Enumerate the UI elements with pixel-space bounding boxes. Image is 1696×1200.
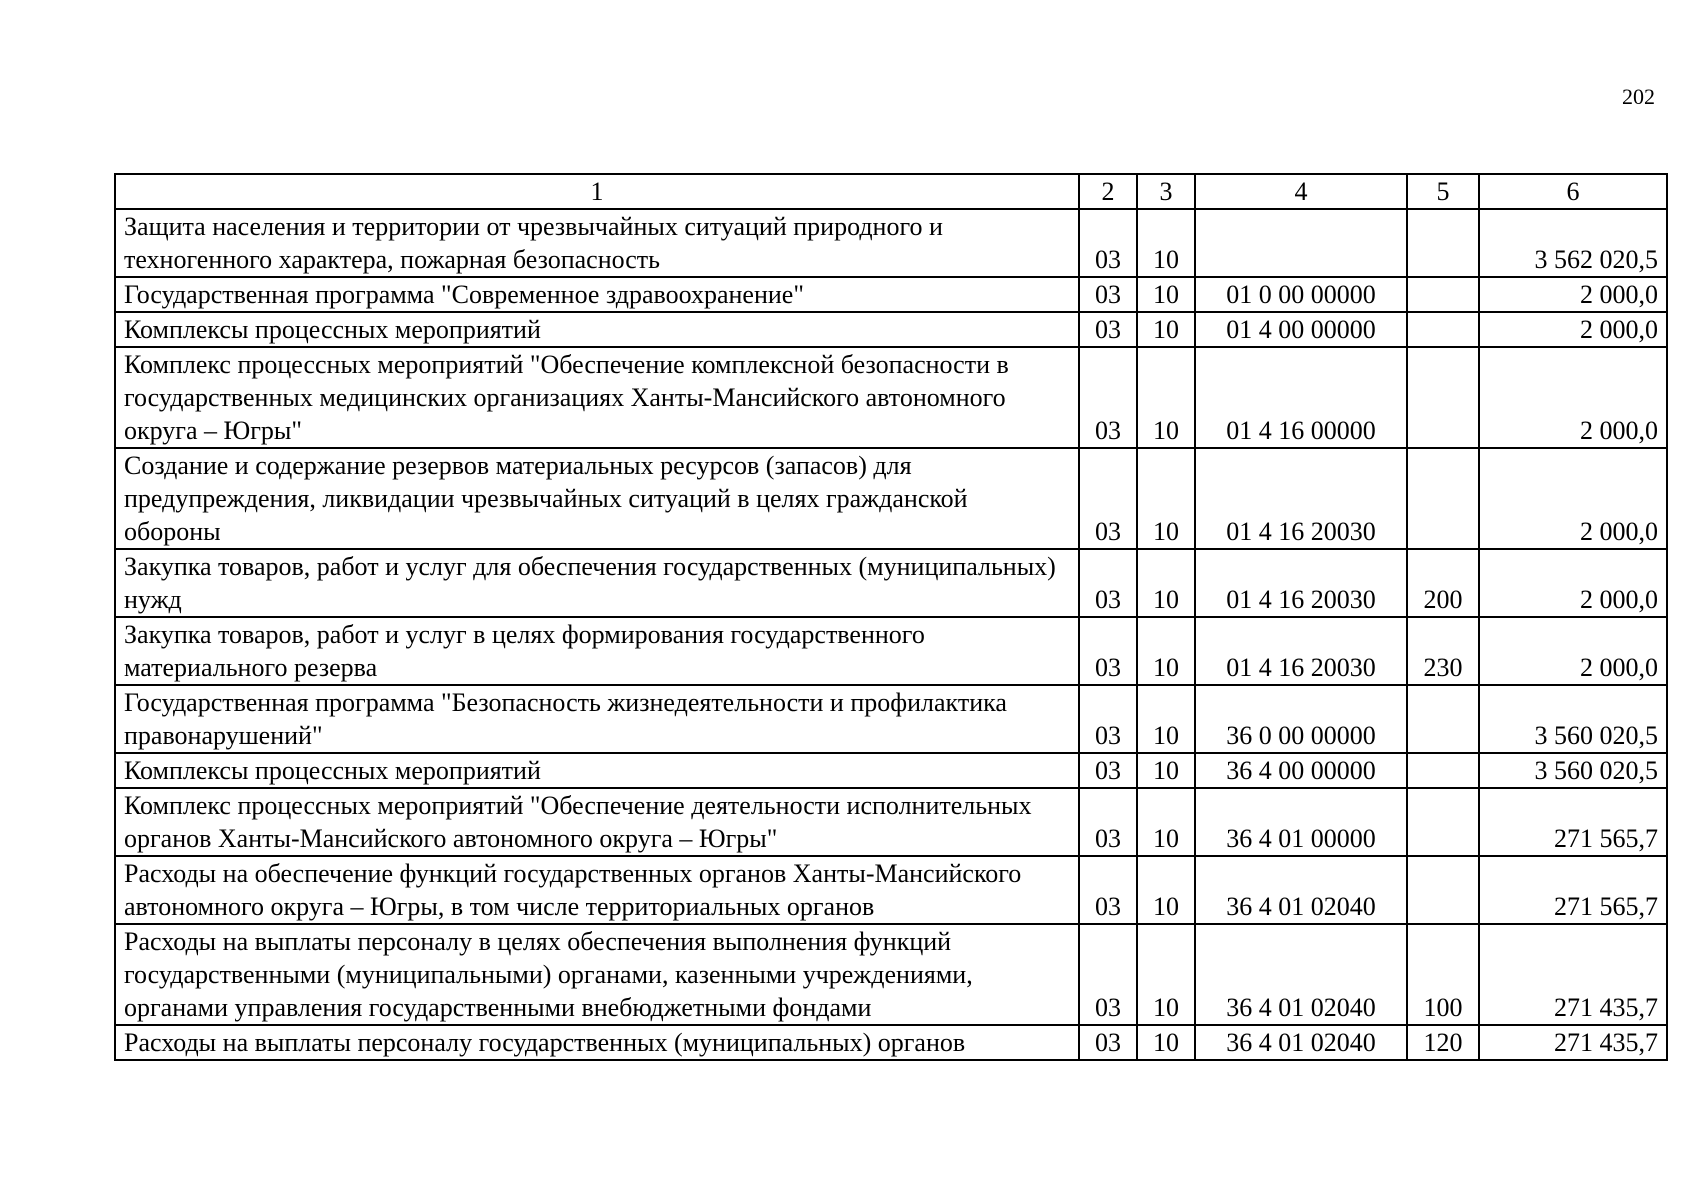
- table-row: [115, 448, 1667, 549]
- table-row: [115, 685, 1667, 753]
- amount-cell: 2 000,0: [1479, 312, 1667, 347]
- table-row: [115, 924, 1667, 1025]
- column-header: 5: [1407, 174, 1479, 209]
- subsection-code-cell: 10: [1137, 277, 1195, 312]
- table-header-row: [115, 174, 1667, 209]
- subsection-code-cell: 10: [1137, 549, 1195, 617]
- amount-cell: 2 000,0: [1479, 549, 1667, 617]
- expense-type-cell: [1407, 347, 1479, 448]
- expense-type-cell: [1407, 209, 1479, 277]
- table-row: [115, 549, 1667, 617]
- subsection-code-cell: 10: [1137, 448, 1195, 549]
- expense-type-cell: [1407, 788, 1479, 856]
- section-code-cell: 03: [1079, 1025, 1137, 1060]
- table-row: [115, 617, 1667, 685]
- section-code-cell: 03: [1079, 788, 1137, 856]
- column-header: 4: [1195, 174, 1407, 209]
- amount-cell: 271 435,7: [1479, 1025, 1667, 1060]
- amount-cell: 271 565,7: [1479, 856, 1667, 924]
- expense-type-cell: [1407, 856, 1479, 924]
- column-header: 3: [1137, 174, 1195, 209]
- table-row: [115, 856, 1667, 924]
- table-row: [115, 788, 1667, 856]
- budget-table: [114, 173, 1668, 1061]
- section-code-cell: 03: [1079, 856, 1137, 924]
- target-article-cell: 36 4 01 02040: [1195, 924, 1407, 1025]
- target-article-cell: 36 4 01 02040: [1195, 856, 1407, 924]
- target-article-cell: 36 0 00 00000: [1195, 685, 1407, 753]
- subsection-code-cell: 10: [1137, 617, 1195, 685]
- column-header: 6: [1479, 174, 1667, 209]
- subsection-code-cell: 10: [1137, 1025, 1195, 1060]
- amount-cell: 2 000,0: [1479, 448, 1667, 549]
- section-code-cell: 03: [1079, 312, 1137, 347]
- expense-name-cell: Комплекс процессных мероприятий "Обеспечение деятельности исполнительных органов Ханты-Мансийского автономного округа – Югры": [115, 788, 1079, 856]
- table-row: [115, 277, 1667, 312]
- expense-name-cell: Создание и содержание резервов материальных ресурсов (запасов) для предупреждения, ликвидации чрезвычайных ситуаций в целях гражданской обороны: [115, 448, 1079, 549]
- target-article-cell: 36 4 00 00000: [1195, 753, 1407, 788]
- expense-type-cell: 120: [1407, 1025, 1479, 1060]
- section-code-cell: 03: [1079, 549, 1137, 617]
- table-row: [115, 312, 1667, 347]
- expense-type-cell: [1407, 312, 1479, 347]
- expense-name-cell: Расходы на выплаты персоналу государственных (муниципальных) органов: [115, 1025, 1079, 1060]
- section-code-cell: 03: [1079, 685, 1137, 753]
- subsection-code-cell: 10: [1137, 753, 1195, 788]
- section-code-cell: 03: [1079, 347, 1137, 448]
- table-body: [115, 209, 1667, 1060]
- expense-name-cell: Расходы на обеспечение функций государственных органов Ханты-Мансийского автономного округа – Югры, в том числе территориальных органов: [115, 856, 1079, 924]
- subsection-code-cell: 10: [1137, 924, 1195, 1025]
- table-row: [115, 347, 1667, 448]
- target-article-cell: 36 4 01 00000: [1195, 788, 1407, 856]
- expense-type-cell: 230: [1407, 617, 1479, 685]
- expense-name-cell: Государственная программа "Безопасность жизнедеятельности и профилактика правонарушений": [115, 685, 1079, 753]
- target-article-cell: 01 4 16 00000: [1195, 347, 1407, 448]
- column-header: 1: [115, 174, 1079, 209]
- section-code-cell: 03: [1079, 209, 1137, 277]
- amount-cell: 2 000,0: [1479, 277, 1667, 312]
- target-article-cell: 36 4 01 02040: [1195, 1025, 1407, 1060]
- amount-cell: 2 000,0: [1479, 347, 1667, 448]
- target-article-cell: 01 4 16 20030: [1195, 617, 1407, 685]
- amount-cell: 271 435,7: [1479, 924, 1667, 1025]
- section-code-cell: 03: [1079, 277, 1137, 312]
- amount-cell: 3 560 020,5: [1479, 753, 1667, 788]
- amount-cell: 3 562 020,5: [1479, 209, 1667, 277]
- expense-type-cell: [1407, 277, 1479, 312]
- expense-name-cell: Расходы на выплаты персоналу в целях обеспечения выполнения функций государственными (муниципальными) органами, казенными учреждениями, органами управления государственными внебюджетными фондами: [115, 924, 1079, 1025]
- target-article-cell: 01 4 00 00000: [1195, 312, 1407, 347]
- expense-type-cell: 200: [1407, 549, 1479, 617]
- expense-type-cell: [1407, 448, 1479, 549]
- target-article-cell: 01 4 16 20030: [1195, 448, 1407, 549]
- subsection-code-cell: 10: [1137, 347, 1195, 448]
- section-code-cell: 03: [1079, 753, 1137, 788]
- expense-name-cell: Государственная программа "Современное здравоохранение": [115, 277, 1079, 312]
- amount-cell: 3 560 020,5: [1479, 685, 1667, 753]
- table-row: [115, 753, 1667, 788]
- subsection-code-cell: 10: [1137, 788, 1195, 856]
- expense-type-cell: [1407, 685, 1479, 753]
- subsection-code-cell: 10: [1137, 685, 1195, 753]
- subsection-code-cell: 10: [1137, 856, 1195, 924]
- expense-type-cell: 100: [1407, 924, 1479, 1025]
- section-code-cell: 03: [1079, 617, 1137, 685]
- subsection-code-cell: 10: [1137, 312, 1195, 347]
- column-header: 2: [1079, 174, 1137, 209]
- section-code-cell: 03: [1079, 924, 1137, 1025]
- section-code-cell: 03: [1079, 448, 1137, 549]
- page-number: 202: [1622, 84, 1655, 109]
- table-row: [115, 1025, 1667, 1060]
- expense-name-cell: Закупка товаров, работ и услуг для обеспечения государственных (муниципальных) нужд: [115, 549, 1079, 617]
- table-row: [115, 209, 1667, 277]
- expense-name-cell: Защита населения и территории от чрезвычайных ситуаций природного и техногенного характера, пожарная безопасность: [115, 209, 1079, 277]
- subsection-code-cell: 10: [1137, 209, 1195, 277]
- target-article-cell: 01 0 00 00000: [1195, 277, 1407, 312]
- expense-name-cell: Комплекс процессных мероприятий "Обеспечение комплексной безопасности в государственных медицинских организациях Ханты-Мансийского автономного округа – Югры": [115, 347, 1079, 448]
- expense-name-cell: Комплексы процессных мероприятий: [115, 312, 1079, 347]
- expense-name-cell: Закупка товаров, работ и услуг в целях формирования государственного материального резерва: [115, 617, 1079, 685]
- target-article-cell: 01 4 16 20030: [1195, 549, 1407, 617]
- amount-cell: 271 565,7: [1479, 788, 1667, 856]
- target-article-cell: [1195, 209, 1407, 277]
- expense-name-cell: Комплексы процессных мероприятий: [115, 753, 1079, 788]
- amount-cell: 2 000,0: [1479, 617, 1667, 685]
- expense-type-cell: [1407, 753, 1479, 788]
